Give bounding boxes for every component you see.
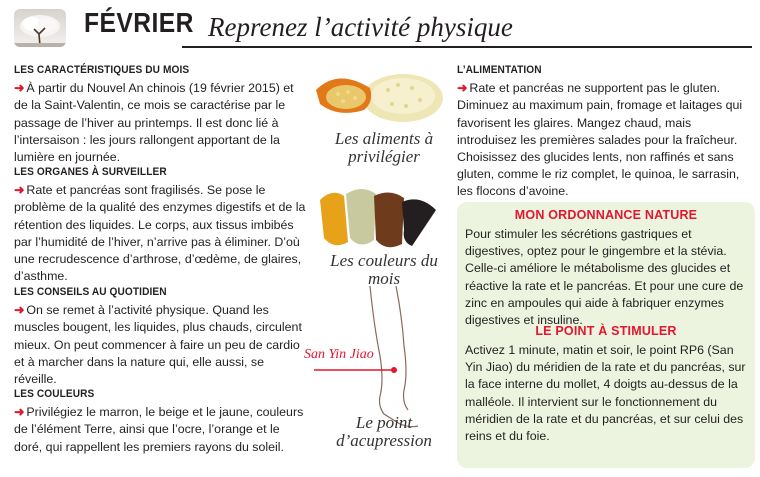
section-heading: LES CONSEILS AU QUOTIDIEN (14, 286, 167, 298)
blossom-tree-image (14, 9, 66, 47)
section-couleurs (14, 386, 306, 456)
section-text: ➜ Privilégiez le marron, le beige et le jaune, couleurs de l’élément Terre, ainsi que l’ocre, l’orange et le doré, qui rappellent les premiers rayons du soleil. (14, 405, 304, 454)
section-heading: LES CARACTÉRISTIQUES DU MOIS (14, 64, 190, 76)
foods-caption: Les aliments à privilégier (334, 129, 434, 166)
point-name-label: San Yin Jiao (304, 347, 374, 362)
ordonnance-text: Pour stimuler les sécrétions gastriques et digestives, optez pour le gingembre et la stévia. Celle-ci améliore le métabolisme des glucides et réactive la rate et le pancréas. Et pour une cure de zinc en ampoules qui aide à fabriquer enzymes digestives et insuline. (465, 227, 744, 328)
header-divider (182, 46, 752, 48)
point-heading: LE POINT À STIMULER (535, 324, 677, 338)
red-arrow-icon: ➜ (14, 303, 25, 318)
section-conseils (14, 284, 306, 388)
section-heading: L’ALIMENTATION (457, 64, 542, 76)
red-arrow-icon: ➜ (14, 405, 25, 420)
section-alimentation (457, 62, 751, 201)
point-caption: Le point d’acupression (336, 413, 432, 450)
section-caracteristiques (14, 62, 306, 166)
section-organes (14, 164, 306, 285)
swatch-black (402, 199, 436, 246)
section-text: ➜ Rate et pancréas sont fragilisés. Se pose le problème de la qualité des enzymes digestifs et de la rétention des liquides. Le corps, aux tissus imbibés par l’humidité de l’hiver, n’arrive pas à éliminer. D’où une recrudescence d’arthrose, d’œdème, de glaires, d’asthme. (14, 183, 306, 284)
red-arrow-icon: ➜ (457, 81, 468, 96)
illustration-column (300, 56, 455, 477)
section-heading: LES COULEURS (14, 388, 95, 400)
page-header (0, 0, 760, 56)
red-arrow-icon: ➜ (14, 81, 25, 96)
colors-caption: Les couleurs du mois (330, 251, 438, 288)
grains-image (308, 60, 448, 130)
swatch-yellow (320, 193, 348, 245)
ordonnance-heading: MON ORDONNANCE NATURE (514, 208, 698, 222)
red-arrow-icon: ➜ (14, 183, 25, 198)
page-title: Reprenez l’activité physique (208, 12, 513, 42)
swatch-brown (374, 192, 404, 247)
color-swatches (312, 180, 448, 260)
swatch-beige (346, 189, 376, 245)
month-label: FÉVRIER (84, 7, 194, 38)
section-heading: LES ORGANES À SURVEILLER (14, 166, 167, 178)
section-text: ➜ À partir du Nouvel An chinois (19 février 2015) et de la Saint-Valentin, ce mois se caractérise par le passage de l’hiver au printemps. Il est donc lié à l’intersaison : les jours rallongent apportant de la lumière en journée. (14, 81, 294, 165)
ordonnance-box (457, 202, 755, 468)
section-text: ➜ On se remet à l’activité physique. Quand les muscles bougent, les liquides, plus chauds, circulent mieux. On peut commencer à faire un peu de cardio et à marcher dans la nature qui, elle aussi, se réveille. (14, 303, 302, 387)
section-text: ➜ Rate et pancréas ne supportent pas le gluten. Diminuez au maximum pain, fromage et laitages qui favorisent les glaires. Mangez chaud, mais introduisez les premières salades pour la fraîcheur. Choisissez des glucides lents, non raffinés et sans gluten, comme le riz complet, le quinoa, le sarrasin, les flocons d’avoine. (457, 81, 743, 199)
point-text: Activez 1 minute, matin et soir, le point RP6 (San Yin Jiao) du méridien de la rate et du pancréas, sur la face interne du mollet, 4 doigts au-dessus de la malléole. Il intervient sur le fonctionnement du méridien de la rate et du pancréas, et sur celui des reins et du foie. (465, 343, 746, 444)
